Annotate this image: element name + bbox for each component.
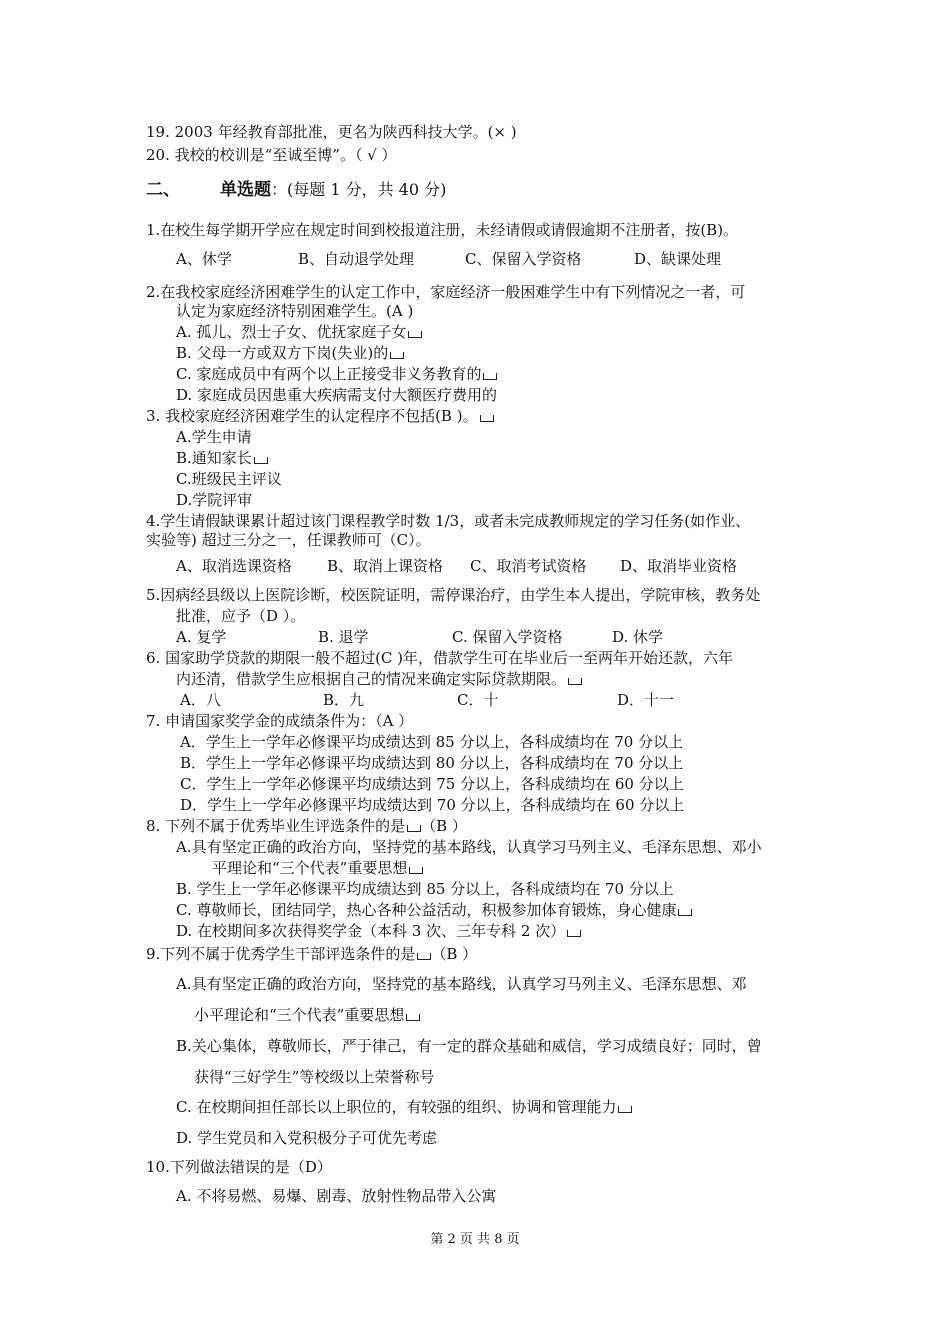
text-line: A. 不将易燃、易爆、剧毒、放射性物品带入公寓: [176, 1187, 497, 1205]
section-heading: 二、 单选题：(每题 1 分，共 40 分): [146, 180, 447, 200]
answer-option: B、取消上课资格: [327, 557, 444, 575]
paragraph-mark-icon: [567, 930, 581, 937]
paragraph-mark-icon: [417, 953, 431, 960]
text-line: 10.下列做法错误的是（D）: [146, 1158, 332, 1176]
text-line: C.班级民主评议: [176, 470, 282, 488]
text-line: B. 父母一方或双方下岗(失业)的: [176, 343, 404, 363]
answer-option: A．八: [180, 691, 221, 709]
text-line: A. 孤儿、烈士子女、优抚家庭子女: [176, 322, 422, 342]
text-line: D.学院评审: [176, 491, 253, 509]
page-footer: 第 2 页 共 8 页: [430, 1232, 520, 1247]
text-line: 2.在我校家庭经济困难学生的认定工作中，家庭经济一般困难学生中有下列情况之一者，可: [146, 283, 746, 301]
paragraph-mark-icon: [390, 352, 404, 359]
answer-option: C. 保留入学资格: [452, 628, 563, 646]
text-line: D．学生上一学年必修课平均成绩达到 70 分以上，各科成绩均在 60 分以上: [180, 796, 685, 814]
answer-option: B. 退学: [318, 628, 369, 646]
answer-option: C．十: [457, 691, 499, 709]
text-line: 内还清，借款学生应根据自己的情况来确定实际贷款期限。: [176, 669, 582, 689]
text-line: B．学生上一学年必修课平均成绩达到 80 分以上，各科成绩均在 70 分以上: [180, 754, 684, 772]
text-line: 5.因病经县级以上医院诊断，校医院证明，需停课治疗，由学生本人提出，学院审核，教务处: [146, 586, 761, 604]
text-line: B.通知家长: [176, 448, 268, 468]
answer-option: B．九: [323, 691, 365, 709]
text-line: 获得“三好学生”等校级以上荣誉称号: [194, 1068, 435, 1086]
paragraph-mark-icon: [618, 1106, 632, 1113]
text-line: C. 家庭成员中有两个以上正接受非义务教育的: [176, 364, 497, 384]
answer-option: D、取消毕业资格: [620, 557, 738, 575]
text-line: D. 家庭成员因患重大疾病需支付大额医疗费用的: [176, 386, 498, 404]
answer-option: A、休学: [176, 250, 232, 268]
answer-option: A、取消选课资格: [176, 557, 292, 575]
text-line: A.具有坚定正确的政治方向，坚持党的基本路线，认真学习马列主义、毛泽东思想、邓小: [176, 838, 762, 856]
paragraph-mark-icon: [407, 825, 421, 832]
text-line: D. 学生党员和入党积极分子可优先考虑: [176, 1129, 438, 1147]
answer-option: C、取消考试资格: [470, 557, 587, 575]
text-line: 1.在校生每学期开学应在规定时间到校报道注册，未经请假或请假逾期不注册者，按(B)。: [146, 221, 739, 239]
paragraph-mark-icon: [406, 1014, 420, 1021]
text-line: 20. 我校的校训是“至诚至博”。（ √ ）: [146, 146, 397, 164]
text-line: 19. 2003 年经教育部批准，更名为陕西科技大学。(× ): [146, 123, 517, 141]
text-line: A.学生申请: [176, 428, 252, 446]
text-line: 批准，应予（D ）。: [176, 607, 306, 625]
paragraph-mark-icon: [408, 331, 422, 338]
paragraph-mark-icon: [409, 867, 423, 874]
text-line: D. 在校期间多次获得奖学金（本科 3 次、三年专科 2 次）: [176, 921, 581, 941]
text-line: 实验等) 超过三分之一，任课教师可（C）。: [146, 531, 431, 549]
text-line: C. 尊敬师长，团结同学，热心各种公益活动，积极参加体育锻炼，身心健康: [176, 900, 692, 920]
text-line: 平理论和“三个代表”重要思想: [212, 858, 423, 878]
answer-option: D、缺课处理: [634, 250, 722, 268]
text-line: C. 在校期间担任部长以上职位的，有较强的组织、协调和管理能力: [176, 1097, 632, 1117]
text-line: 8. 下列不属于优秀毕业生评选条件的是 （B ）: [146, 817, 467, 835]
text-line: 9.下列不属于优秀学生干部评选条件的是 （B ）: [146, 945, 478, 963]
answer-option: D．十一: [617, 691, 675, 709]
answer-option: C、保留入学资格: [465, 250, 582, 268]
answer-option: A. 复学: [176, 628, 227, 646]
paragraph-mark-icon: [254, 457, 268, 464]
text-line: 7. 申请国家奖学金的成绩条件为：（A ）: [146, 712, 414, 730]
text-line: A．学生上一学年必修课平均成绩达到 85 分以上，各科成绩均在 70 分以上: [180, 733, 684, 751]
answer-option: B、自动退学处理: [298, 250, 415, 268]
paragraph-mark-icon: [480, 415, 494, 422]
text-line: C．学生上一学年必修课平均成绩达到 75 分以上，各科成绩均在 60 分以上: [180, 775, 684, 793]
text-line: 3. 我校家庭经济困难学生的认定程序不包括(B )。: [146, 406, 494, 426]
paragraph-mark-icon: [678, 909, 692, 916]
text-line: B.关心集体，尊敬师长，严于律己，有一定的群众基础和威信，学习成绩良好；同时，曾: [176, 1037, 762, 1055]
text-line: B. 学生上一学年必修课平均成绩达到 85 分以上，各科成绩均在 70 分以上: [176, 880, 674, 898]
text-line: 小平理论和“三个代表”重要思想: [194, 1005, 420, 1025]
paragraph-mark-icon: [568, 678, 582, 685]
text-line: A.具有坚定正确的政治方向，坚持党的基本路线，认真学习马列主义、毛泽东思想、邓: [176, 975, 747, 993]
text-line: 4.学生请假缺课累计超过该门课程教学时数 1/3，或者未完成教师规定的学习任务(如作业、: [146, 512, 751, 530]
answer-option: D. 休学: [612, 628, 664, 646]
paragraph-mark-icon: [483, 373, 497, 380]
text-line: 认定为家庭经济特别困难学生。(A ): [176, 302, 414, 320]
text-line: 6. 国家助学贷款的期限一般不超过(C )年，借款学生可在毕业后一至两年开始还款，六年: [146, 649, 734, 667]
